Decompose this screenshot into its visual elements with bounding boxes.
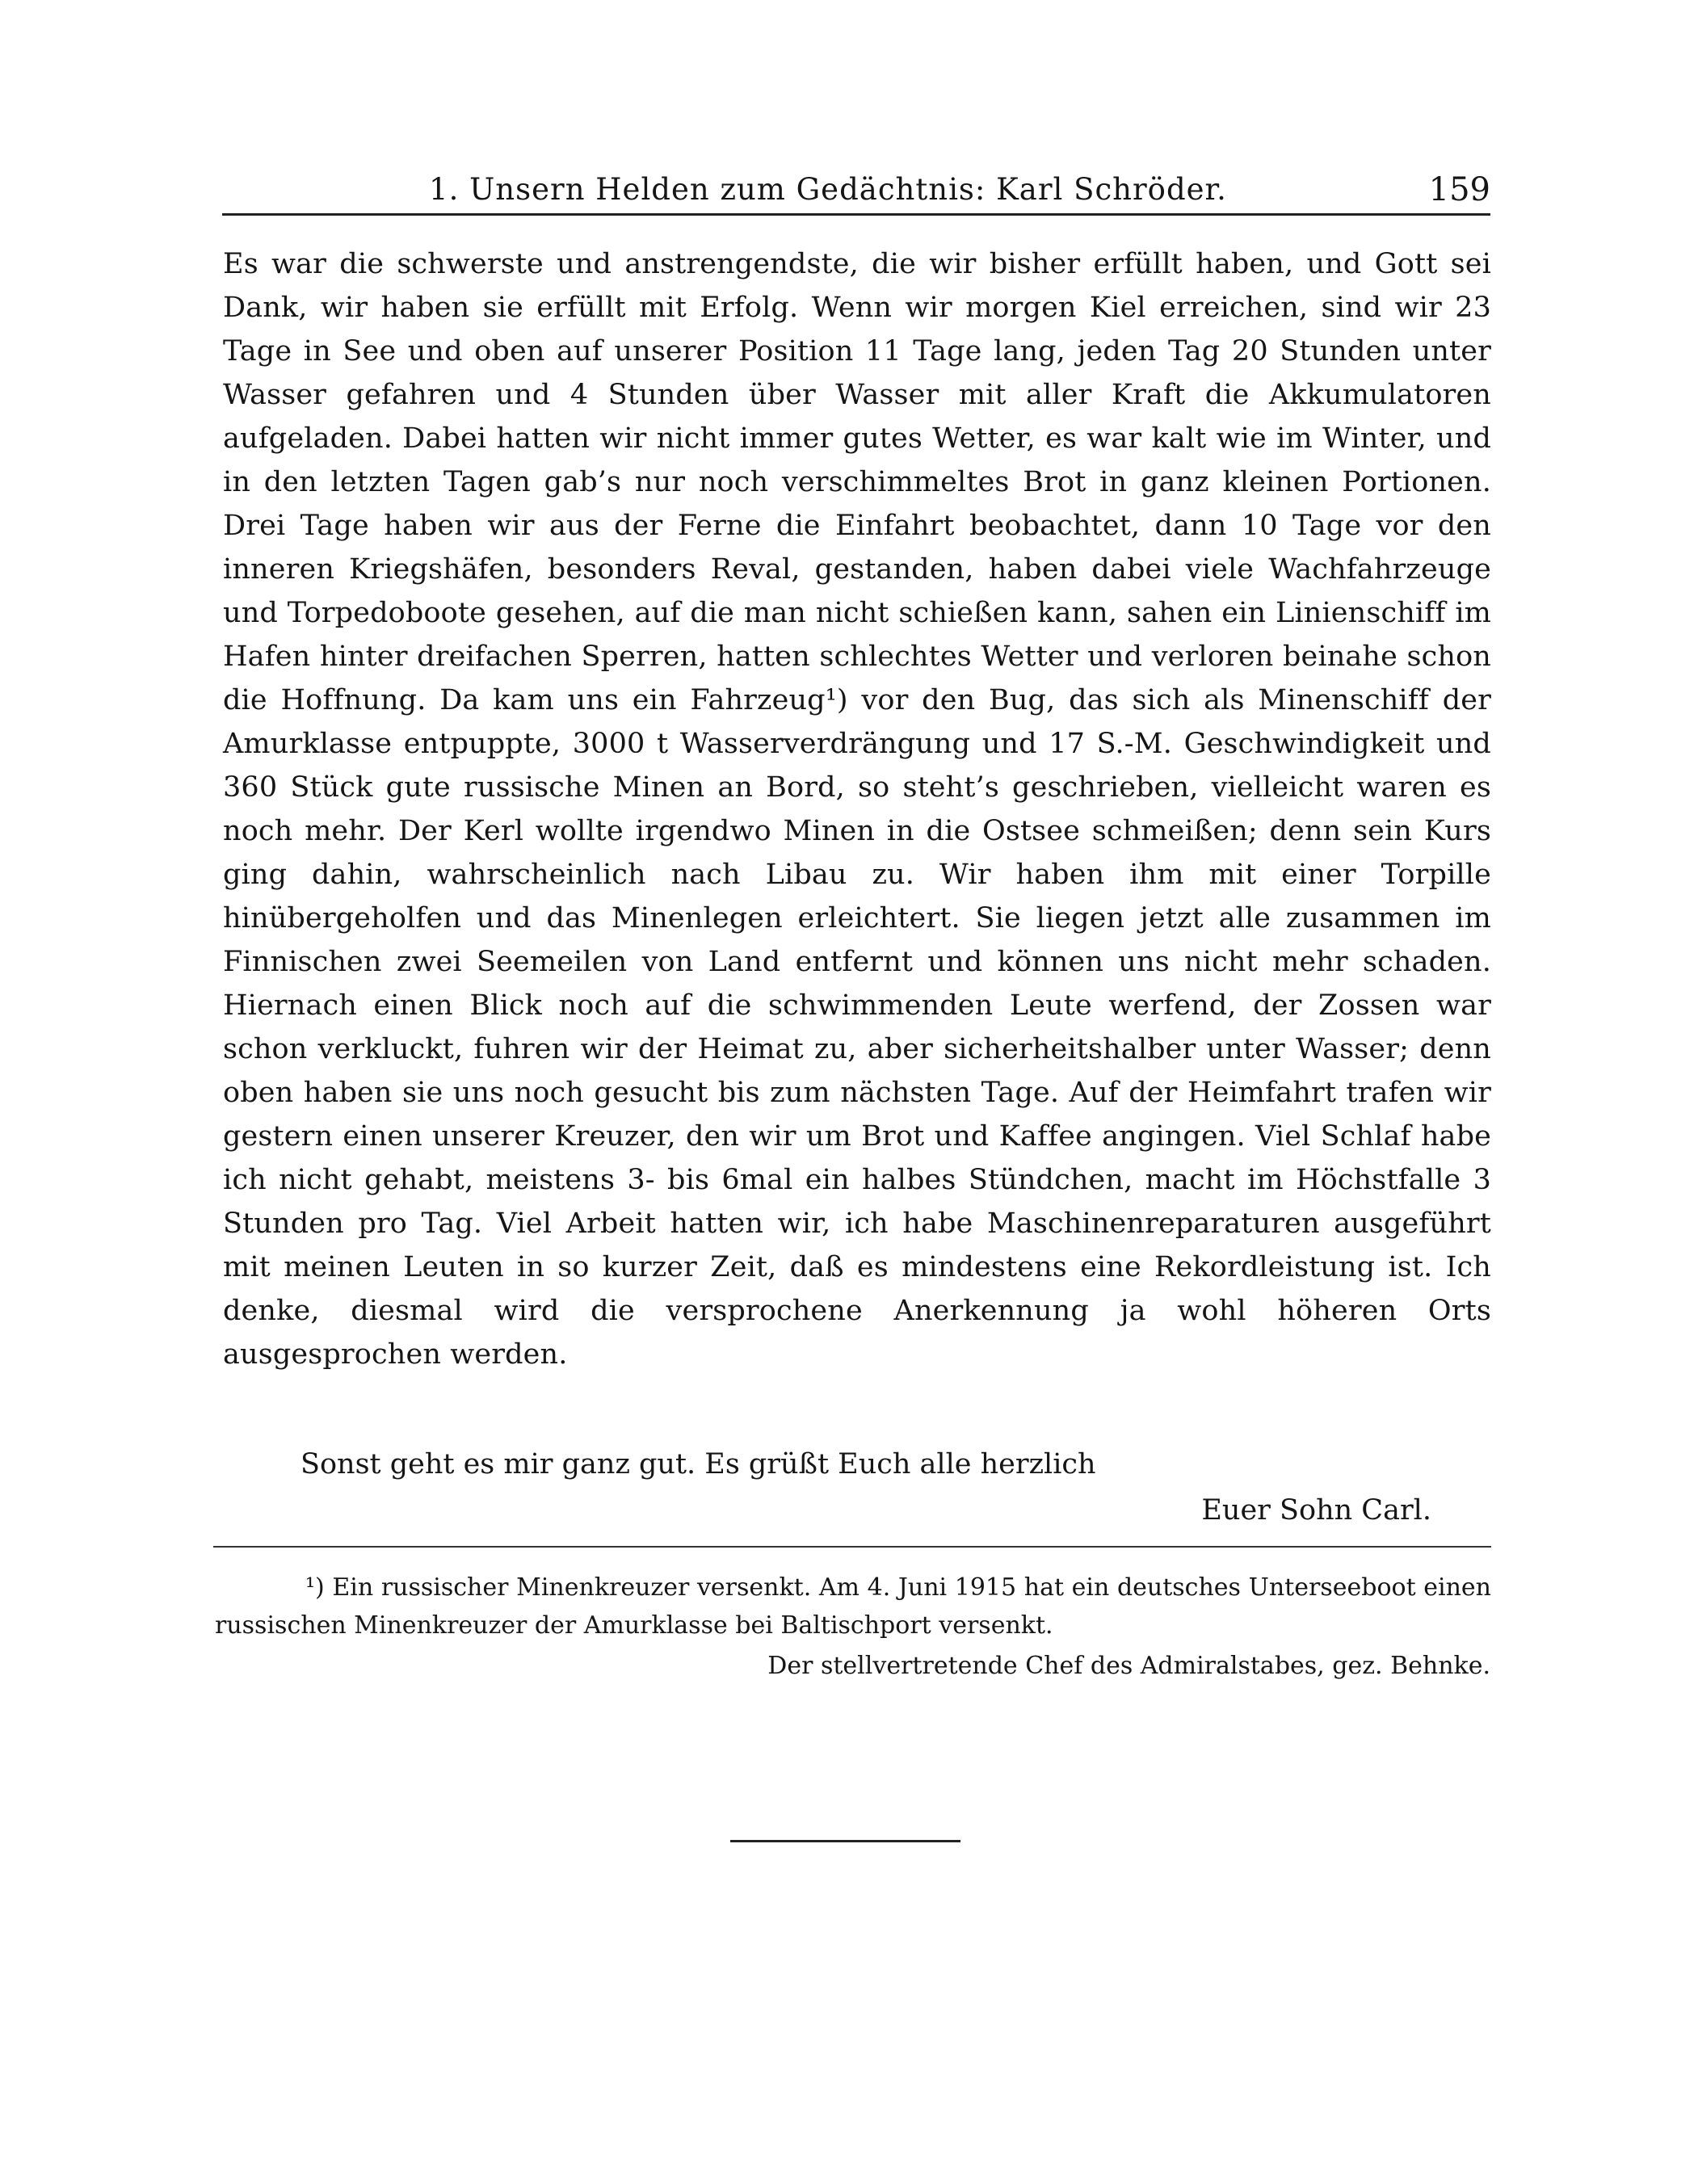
body-paragraph: Es war die schwerste und anstrengendste, die wir bisher erfüllt haben, und Gott sei Dank, wir haben sie erfüllt mit Erfolg. Wenn wir morgen Kiel erreichen, sind wir 23 Tage in See und oben auf unserer Position 11 Tage lang, jeden Tag 20 Stunden unter Wasser gefahren und 4 Stunden über Wasser mit aller Kraft die Akkumulatoren aufgeladen. Dabei hatten wir nicht immer gutes Wetter, es war kalt wie im Winter, und in den letzten Tagen gab’s nur noch verschimmeltes Brot in ganz kleinen Portionen. Drei Tage haben wir aus der Ferne die Einfahrt beobachtet, dann 10 Tage vor den inneren Kriegshäfen, besonders Reval, gestanden, haben dabei viele Wachfahrzeuge und Torpedoboote gesehen, auf die man nicht schießen kann, sahen ein Linienschiff im Hafen hinter dreifachen Sperren, hatten schlechtes Wetter und verloren beinahe schon die Hoffnung. Da kam uns ein Fahrzeug¹) vor den Bug, das sich als Minenschiff der Amurklasse entpuppte, 3000 t Wasserverdrängung und 17 S.-M. Geschwindigkeit und 360 Stück gute russische Minen an Bord, so steht’s geschrieben, vielleicht waren es noch mehr. Der Kerl wollte irgendwo Minen in die Ostsee schmeißen; denn sein Kurs ging dahin, wahrscheinlich nach Libau zu. Wir haben ihm mit einer Torpille hinübergeholfen und das Minenlegen erleichtert. Sie liegen jetzt alle zusammen im Finnischen zwei Seemeilen von Land entfernt und können uns nicht mehr schaden. Hiernach einen Blick noch auf die schwimmenden Leute werfend, der Zossen war schon verkluckt, fuhren wir der Heimat zu, aber sicherheitshalber unter Wasser; denn oben haben sie uns noch gesucht bis zum nächsten Tage. Auf der Heimfahrt trafen wir gestern einen unserer Kreuzer, den wir um Brot und Kaffee angingen. Viel Schlaf habe ich nicht gehabt, meistens 3- bis 6mal ein halbes Stündchen, macht im Höchstfalle 3 Stunden pro Tag. Viel Arbeit hatten wir, ich habe Maschinenreparaturen ausgeführt mit meinen Leuten in so kurzer Zeit, daß es mindestens eine Rekordleistung ist. Ich denke, diesmal wird die versprochene Anerkennung ja wohl höheren Orts ausgesprochen werden. xyxy=(223,248,1491,1371)
closing-rule xyxy=(730,1840,960,1842)
footnote-signature: Der stellvertretende Chef des Admiralstabes, gez. Behnke. xyxy=(767,1652,1490,1680)
footnote-rule xyxy=(213,1546,1491,1548)
letter-closing: Sonst geht es mir ganz gut. Es grüßt Euch alle herzlich xyxy=(301,1448,1096,1480)
letter-signature: Euer Sohn Carl. xyxy=(1201,1494,1431,1527)
chapter-heading: 1. Unsern Helden zum Gedächtnis: Karl Schröder. xyxy=(429,172,1227,207)
footnote xyxy=(215,1569,1491,1644)
footnote-text: ¹) Ein russischer Minenkreuzer versenkt. Am 4. Juni 1915 hat ein deutsches Unterseeboot einen russischen Minenkreuzer der Amurklasse bei Baltischport versenkt. xyxy=(215,1573,1491,1640)
header-rule xyxy=(222,213,1490,216)
running-header xyxy=(222,165,1490,215)
page-number: 159 xyxy=(1428,171,1490,208)
letter-body xyxy=(223,242,1491,1376)
